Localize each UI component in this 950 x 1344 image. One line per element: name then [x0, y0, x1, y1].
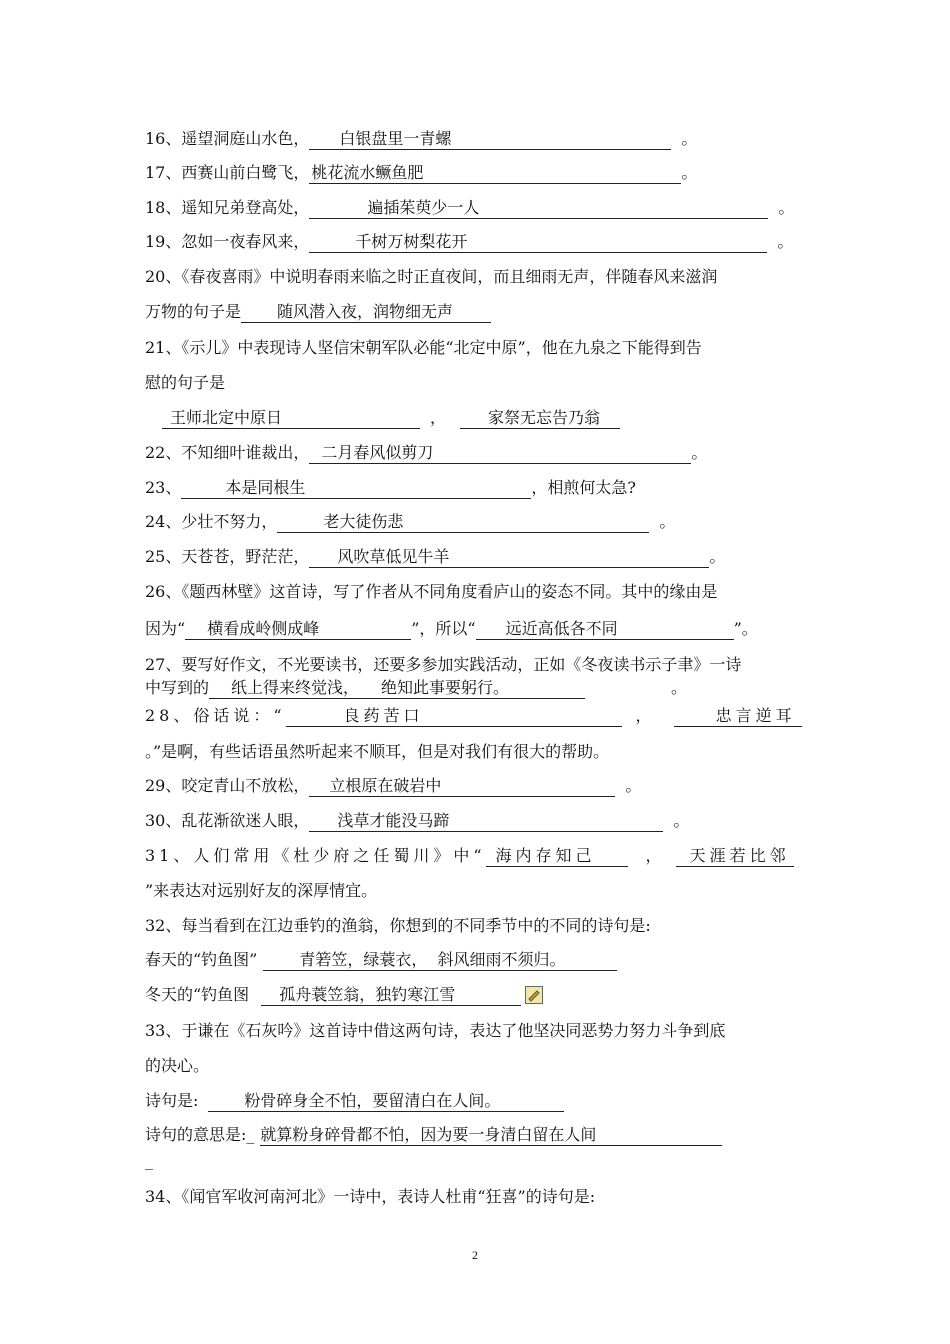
answer-blank: 远近高低各不同	[476, 619, 734, 640]
question-27: 27、要写好作文，不光要读书，还要多参加实践活动，正如《冬夜读书示子聿》一诗	[145, 655, 742, 674]
question-16: 16、遥望洞庭山水色， 白银盘里一青螺 。	[145, 129, 698, 148]
question-25: 25、天苍苍，野茫茫， 风吹草低见牛羊 。	[145, 547, 726, 566]
question-21-answer-line: 王师北定中原日 ， 家祭无忘告乃翁	[162, 407, 620, 429]
answer-blank: 粉骨碎身全不怕，要留清白在人间。	[208, 1091, 564, 1112]
question-26: 26、《题西林壁》这首诗，写了作者从不同角度看庐山的姿态不同。其中的缘由是	[145, 582, 718, 601]
answer-blank: 良药苦口	[286, 706, 622, 727]
question-31: 31、人们常用《杜少府之任蜀川》中“ 海内存知己 ， 天涯若比邻	[145, 845, 794, 867]
question-22: 22、不知细叶谁裁出， 二月春风似剪刀 。	[145, 443, 708, 462]
question-33-line2: 的决心。	[145, 1056, 210, 1075]
question-21: 21、《示儿》中表现诗人坚信宋朝军队必能“北定中原”，他在九泉之下能得到告	[145, 338, 702, 357]
question-33-poem-line: 诗句是: 粉骨碎身全不怕，要留清白在人间。	[145, 1090, 564, 1112]
question-20: 20、《春夜喜雨》中说明春雨来临之时正直夜间，而且细雨无声，伴随春风来滋润	[145, 267, 718, 286]
answer-blank: 风吹草低见牛羊	[309, 547, 709, 568]
question-33: 33、于谦在《石灰吟》这首诗中借这两句诗，表达了他坚决同恶势力努力斗争到底	[145, 1021, 726, 1040]
question-18: 18、遥知兄弟登高处， 遍插茱萸少一人 。	[145, 198, 795, 217]
question-32-winter-line: 冬天的“钓鱼图 孤舟蓑笠翁，独钓寒江雪	[145, 984, 543, 1006]
answer-blank: 桃花流水鳜鱼肥	[309, 163, 681, 184]
answer-blank: 横看成岭侧成峰	[185, 619, 411, 640]
question-32-spring-line: 春天的“钓鱼图” 青箬笠，绿蓑衣， 斜风细雨不须归。	[145, 949, 617, 971]
question-33-meaning-line: 诗句的意思是:_ 就算粉身碎骨都不怕，因为要一身清白留在人间	[145, 1124, 722, 1146]
answer-blank: 本是同根生	[181, 478, 531, 499]
answer-blank: 青箬笠，绿蓑衣， 斜风细雨不须归。	[263, 950, 617, 971]
question-29: 29、咬定青山不放松， 立根原在破岩中 。	[145, 776, 642, 795]
question-27-answer-line: 中写到的 纸上得来终觉浅， 绝知此事要躬行。 。	[145, 678, 688, 697]
answer-blank: 天涯若比邻	[676, 846, 794, 867]
answer-blank: 孤舟蓑笠翁，独钓寒江雪	[261, 985, 521, 1006]
question-23: 23、 本是同根生 ，相煎何太急?	[145, 478, 636, 497]
answer-blank: 老大徒伤悲	[277, 512, 649, 533]
question-33-dash: _	[145, 1151, 153, 1170]
answer-blank: 纸上得来终觉浅， 绝知此事要躬行。	[209, 678, 585, 699]
answer-blank: 家祭无忘告乃翁	[460, 408, 620, 429]
page-number: 2	[472, 1248, 478, 1262]
edit-pen-icon	[525, 986, 543, 1004]
question-32: 32、每当看到在江边垂钓的渔翁，你想到的不同季节中的不同的诗句是:	[145, 916, 651, 935]
answer-blank: 浅草才能没马蹄	[309, 811, 663, 832]
question-28-line2: 。”是啊，有些话语虽然听起来不顺耳，但是对我们有很大的帮助。	[145, 742, 610, 761]
answer-blank: 立根原在破岩中	[309, 776, 615, 797]
answer-blank: 遍插茱萸少一人	[309, 198, 768, 219]
question-30: 30、乱花渐欲迷人眼， 浅草才能没马蹄 。	[145, 811, 690, 830]
question-31-line2: ”来表达对远别好友的深厚情宜。	[145, 881, 378, 900]
question-24: 24、少壮不努力， 老大徒伤悲 。	[145, 512, 676, 531]
question-19: 19、忽如一夜春风来， 千树万树梨花开 。	[145, 232, 794, 251]
question-17: 17、西赛山前白鹭飞， 桃花流水鳜鱼肥 。	[145, 163, 698, 182]
answer-blank: 千树万树梨花开	[309, 232, 767, 253]
answer-blank: 二月春风似剪刀	[309, 443, 691, 464]
answer-blank: 就算粉身碎骨都不怕，因为要一身清白留在人间	[260, 1125, 722, 1146]
question-26-answer-line: 因为“ 横看成岭侧成峰 ”，所以“ 远近高低各不同 ”。	[145, 619, 758, 638]
question-20-answer-line: 万物的句子是 随风潜入夜，润物细无声	[145, 301, 491, 323]
answer-blank: 白银盘里一青螺	[309, 129, 671, 150]
question-28: 28、俗话说：“ 良药苦口 ， 忠言逆耳	[145, 705, 802, 727]
answer-blank: 海内存知己	[486, 846, 628, 867]
answer-blank: 随风潜入夜，润物细无声	[241, 302, 491, 323]
question-21-line2: 慰的句子是	[145, 373, 226, 392]
question-34: 34、《闻官军收河南河北》一诗中，表诗人杜甫“狂喜”的诗句是:	[145, 1187, 596, 1206]
answer-blank: 忠言逆耳	[674, 706, 802, 727]
answer-blank: 王师北定中原日	[162, 408, 420, 429]
